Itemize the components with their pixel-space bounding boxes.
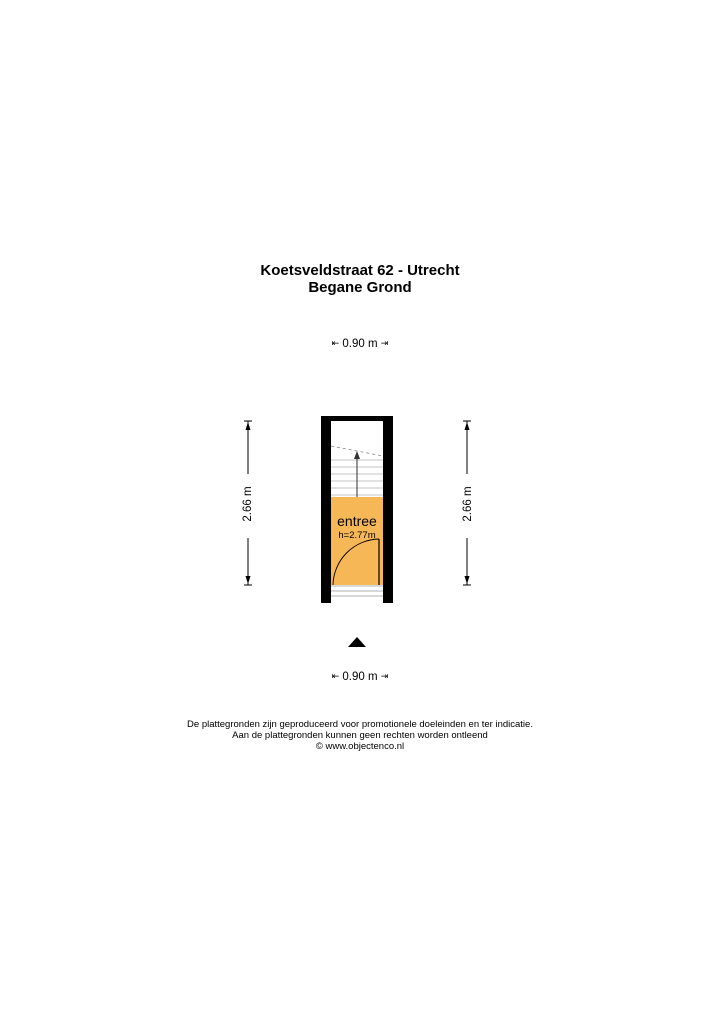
copyright-line: © www.objectenco.nl: [315, 741, 405, 752]
room-height: h=2.77m: [338, 530, 376, 541]
disclaimer-line-1: De plattegronden zijn geproduceerd voor promotionele doeleinden en ter indicatie.: [187, 719, 533, 730]
width-dimension-top-label: 0.90 m: [342, 338, 378, 350]
height-dimension-right-label: 2.66 m: [461, 474, 475, 534]
dimension-start-icon: ⇤: [331, 338, 340, 348]
plan-floor-title: Begane Grond: [308, 279, 412, 296]
width-dimension-bottom-label: 0.90 m: [342, 671, 378, 683]
dimension-end-icon: ⇥: [380, 671, 389, 681]
dimension-start-icon: ⇤: [331, 671, 340, 681]
plan-address-title: Koetsveldstraat 62 - Utrecht: [260, 262, 460, 279]
room-name: entree: [337, 513, 377, 529]
dimension-end-icon: ⇥: [380, 338, 389, 348]
disclaimer-line-2: Aan de plattegronden kunnen geen rechten worden ontleend: [232, 730, 488, 741]
room-entree-fill: [331, 497, 383, 585]
width-dimension-bottom: [300, 669, 420, 684]
staircase: [331, 446, 383, 497]
height-dimension-left-label: 2.66 m: [241, 474, 255, 534]
stair-arrow-icon: [354, 451, 360, 459]
entrance-arrow-icon: [348, 637, 366, 647]
